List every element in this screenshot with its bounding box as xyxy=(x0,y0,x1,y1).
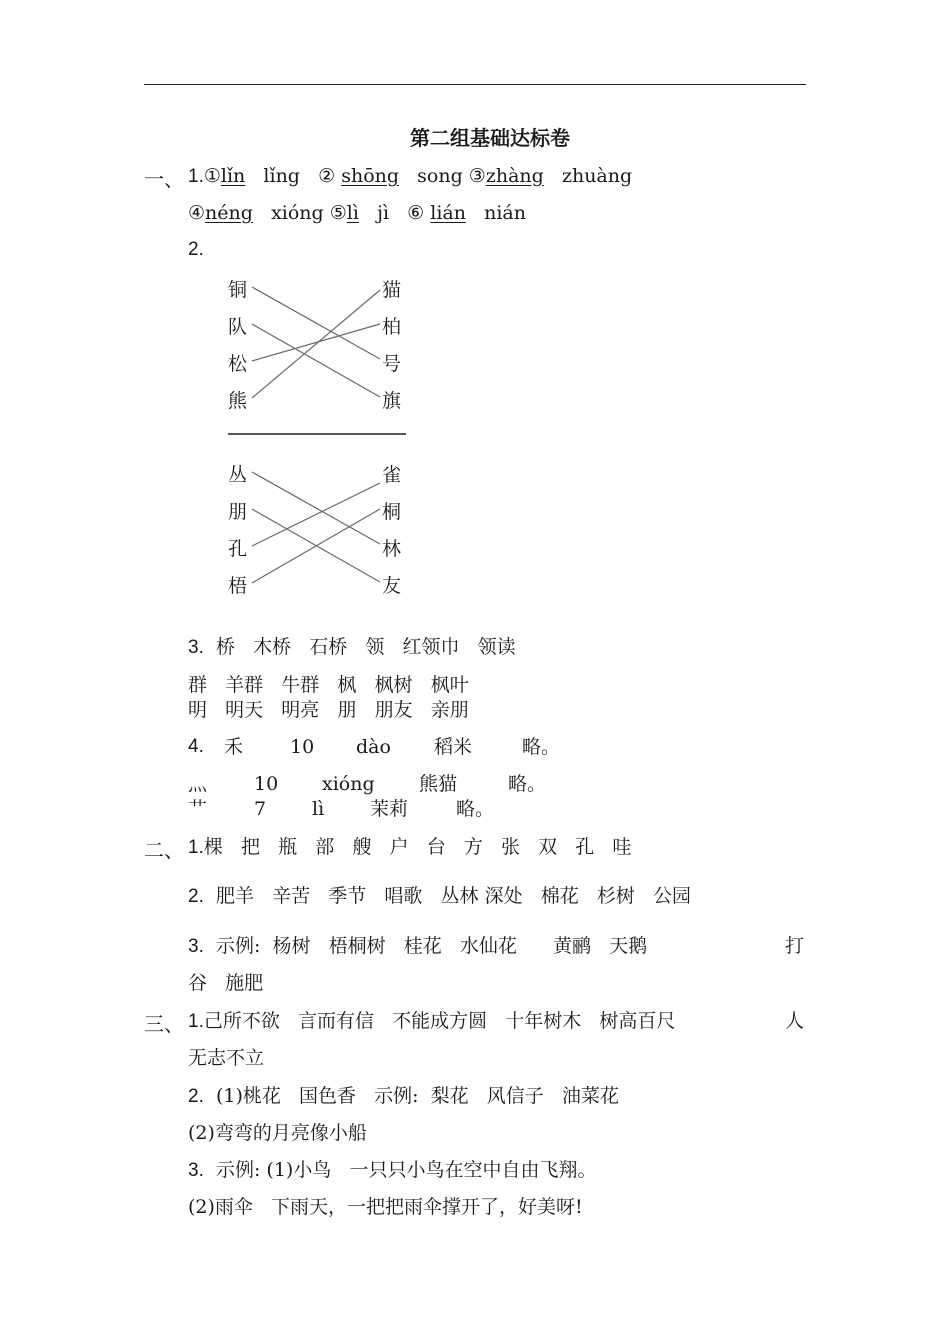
phrase: 不能成方圆 xyxy=(392,1010,488,1032)
q1-2-number: 2. xyxy=(188,239,204,260)
match-a-left-2: 队 xyxy=(228,316,248,338)
answer-part: 油菜花 xyxy=(561,1085,619,1107)
pinyin-option: jì xyxy=(377,202,390,224)
measure-word: 张 xyxy=(500,836,520,858)
q-number: 1. xyxy=(188,1011,204,1032)
word: 水仙花 xyxy=(459,935,517,957)
measure-word: 户 xyxy=(389,836,409,858)
word: 明天 xyxy=(225,699,264,721)
match-line xyxy=(252,324,380,361)
pinyin-option: xióng xyxy=(271,202,324,224)
word: 唱歌 xyxy=(384,885,423,907)
pinyin: dào xyxy=(356,736,391,758)
omitted-answer: 略。 xyxy=(522,736,561,758)
page-title: 第二组基础达标卷 xyxy=(410,126,570,150)
match-line xyxy=(252,483,380,546)
word: 黄鹂 xyxy=(553,935,592,957)
word: 棉花 xyxy=(540,885,579,907)
circle-mark: ③ xyxy=(468,165,486,187)
match-a-right-2: 柏 xyxy=(382,316,402,338)
q1-3-row3 xyxy=(188,697,469,723)
pinyin-option: zhuàng xyxy=(561,165,633,187)
q2-3-line2 xyxy=(188,970,263,996)
word: 羊群 xyxy=(225,674,264,696)
word: 枫 xyxy=(337,674,357,696)
answer-pinyin: lián xyxy=(430,202,466,224)
q1-4-number: 4. xyxy=(188,736,204,757)
answer-pinyin: lì xyxy=(346,202,359,224)
radical: 灬 xyxy=(188,773,208,795)
q1-3-row2 xyxy=(188,672,469,698)
q-number: 3. xyxy=(188,936,204,957)
pinyin-option: nián xyxy=(484,202,526,224)
phrase: 树高百尺 xyxy=(599,1010,676,1032)
word: 红领巾 xyxy=(402,636,460,658)
word: 领读 xyxy=(477,636,516,658)
circle-mark: ② xyxy=(318,165,336,187)
answer-part: 风信子 xyxy=(486,1085,544,1107)
stroke-count: 7 xyxy=(254,798,267,820)
answer-pinyin: zhàng xyxy=(485,165,544,187)
q-number: 2. xyxy=(188,1086,204,1107)
word: 枫叶 xyxy=(430,674,469,696)
q3-3-line1 xyxy=(188,1157,596,1184)
word: 公园 xyxy=(653,885,692,907)
answer-part: (1)小鸟 xyxy=(266,1159,332,1181)
match-b-left-3: 孔 xyxy=(228,538,248,560)
q1-3-row1 xyxy=(188,634,516,661)
word: 枫树 xyxy=(374,674,413,696)
answer-part: 国色香 xyxy=(299,1085,357,1107)
measure-word: 台 xyxy=(426,836,446,858)
word: 谷 xyxy=(188,972,208,994)
word: 肥羊 xyxy=(215,885,254,907)
match-a-right-3: 号 xyxy=(382,353,402,375)
word: 明亮 xyxy=(281,699,320,721)
match-a-right-4: 旗 xyxy=(382,390,402,412)
word: 丛林 xyxy=(440,885,479,907)
measure-word: 瓶 xyxy=(278,836,298,858)
answer-pinyin: néng xyxy=(205,202,253,224)
pinyin: lì xyxy=(312,798,325,820)
word: 杉树 xyxy=(596,885,635,907)
q3-1-line1 xyxy=(188,1008,675,1035)
word: 深处 xyxy=(484,885,523,907)
match-a-left-4: 熊 xyxy=(228,390,248,412)
answer-part: (1)桃花 xyxy=(215,1085,281,1107)
circle-mark: ⑤ xyxy=(329,202,347,224)
q2-2-line xyxy=(188,883,691,910)
word: 朋 xyxy=(337,699,357,721)
q-number: 3. xyxy=(188,637,204,658)
phrase: 十年树木 xyxy=(505,1010,582,1032)
word: 稻米 xyxy=(434,736,473,758)
measure-word: 部 xyxy=(315,836,335,858)
answer-part: (2)雨伞 xyxy=(188,1196,253,1218)
word: 石桥 xyxy=(309,636,348,658)
answer-sentence: 下雨天，一把把雨伞撑开了，好美呀! xyxy=(271,1196,583,1218)
answer-pinyin: shōng xyxy=(341,165,400,187)
omitted-answer: 略。 xyxy=(456,798,495,820)
match-b-right-3: 林 xyxy=(382,538,402,560)
circle-mark: ⑥ xyxy=(407,202,425,224)
measure-word: 把 xyxy=(241,836,261,858)
match-line xyxy=(252,287,380,359)
match-a-left-1: 铜 xyxy=(228,279,248,301)
word: 茉莉 xyxy=(370,798,409,820)
q-number: 1. xyxy=(188,837,204,858)
measure-word: 孔 xyxy=(575,836,595,858)
q3-2-line2: (2)弯弯的月亮像小船 xyxy=(188,1122,367,1144)
word: 杨树 xyxy=(272,935,311,957)
section-two-label: 二、 xyxy=(144,840,184,862)
match-b-left-2: 朋 xyxy=(228,501,248,523)
answer-part: 梨花 xyxy=(430,1085,469,1107)
match-b-left-1: 丛 xyxy=(228,464,248,486)
q3-1-line2: 无志不立 xyxy=(188,1047,265,1069)
word: 牛群 xyxy=(281,674,320,696)
measure-word: 艘 xyxy=(352,836,372,858)
word: 辛苦 xyxy=(272,885,311,907)
word: 木桥 xyxy=(253,636,292,658)
word: 群 xyxy=(188,674,208,696)
match-line xyxy=(252,290,380,398)
circle-mark: ① xyxy=(203,165,221,187)
word: 打 xyxy=(785,935,805,957)
measure-word: 哇 xyxy=(612,836,632,858)
word: 亲朋 xyxy=(430,699,469,721)
measure-word: 方 xyxy=(463,836,483,858)
example-prefix: 示例: xyxy=(215,1159,261,1181)
pinyin-option: lǐng xyxy=(263,165,300,187)
pinyin: xióng xyxy=(322,773,375,795)
word: 朋友 xyxy=(374,699,413,721)
radical: 艹 xyxy=(188,798,208,820)
answer-pinyin: lǐn xyxy=(220,165,246,187)
match-b-right-2: 桐 xyxy=(382,501,402,523)
q-number: 1. xyxy=(188,166,204,187)
phrase: 言而有信 xyxy=(298,1010,375,1032)
match-a-left-3: 松 xyxy=(228,353,248,375)
match-a-right-1: 猫 xyxy=(382,279,402,301)
phrase: 己所不欲 xyxy=(203,1010,280,1032)
example-prefix: 示例: xyxy=(215,935,261,957)
match-line xyxy=(252,324,380,397)
word: 领 xyxy=(365,636,385,658)
word: 天鹅 xyxy=(609,935,648,957)
q2-1-line xyxy=(188,834,631,861)
word: 明 xyxy=(188,699,208,721)
word: 季节 xyxy=(328,885,367,907)
match-line xyxy=(252,472,380,544)
match-b-left-4: 梧 xyxy=(228,575,248,597)
q2-3-line1 xyxy=(188,933,647,960)
word: 梧桐树 xyxy=(328,935,386,957)
example-prefix: 示例: xyxy=(374,1085,419,1107)
word: 施肥 xyxy=(225,972,264,994)
circle-mark: ④ xyxy=(188,202,206,224)
measure-word: 棵 xyxy=(203,836,223,858)
omitted-answer: 略。 xyxy=(508,773,547,795)
answer-sentence: 一只只小鸟在空中自由飞翔。 xyxy=(349,1159,597,1181)
word: 桥 xyxy=(215,636,235,658)
word: 桂花 xyxy=(403,935,442,957)
word: 熊猫 xyxy=(419,773,458,795)
match-b-right-1: 雀 xyxy=(382,464,402,486)
q3-3-line2 xyxy=(188,1194,583,1220)
match-b-right-4: 友 xyxy=(382,575,402,597)
section-three-label: 三、 xyxy=(144,1014,184,1036)
radical: 禾 xyxy=(224,736,244,758)
stroke-count: 10 xyxy=(254,773,279,795)
q-number: 2. xyxy=(188,886,204,907)
section-one-label: 一、 xyxy=(144,169,184,191)
q3-2-line1 xyxy=(188,1083,619,1110)
q-number: 3. xyxy=(188,1160,204,1181)
stroke-count: 10 xyxy=(290,736,315,758)
measure-word: 双 xyxy=(538,836,558,858)
phrase: 人 xyxy=(785,1010,805,1032)
pinyin-option: song xyxy=(417,165,463,187)
